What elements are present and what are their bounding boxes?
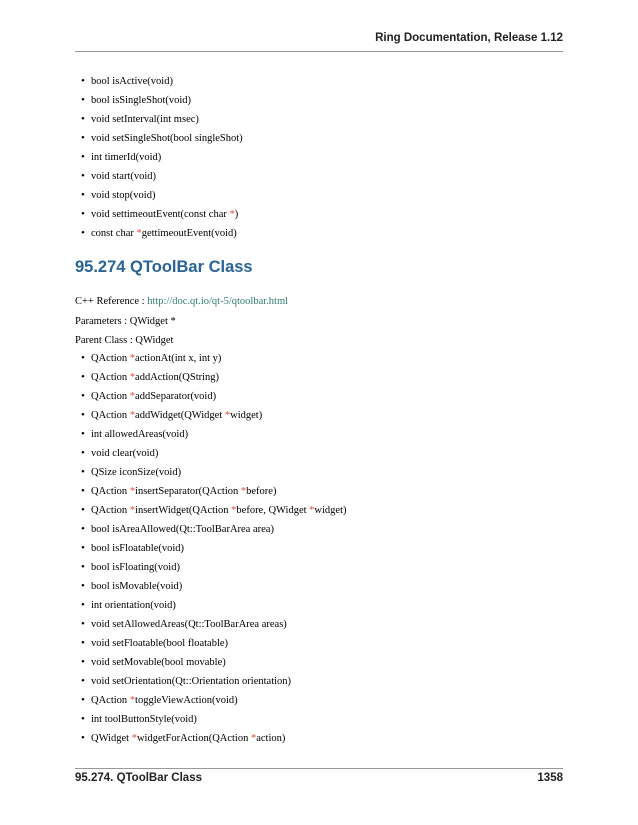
method-text: QAction [91, 486, 130, 497]
method-text: bool isAreaAllowed(Qt::ToolBarArea area) [91, 524, 274, 535]
method-text: bool isFloatable(void) [91, 543, 185, 554]
pointer-asterisk: * [129, 410, 136, 421]
method-text: widgetForAction(QAction [136, 733, 251, 744]
pointer-asterisk: * [231, 505, 237, 516]
list-item [91, 368, 347, 387]
pointer-asterisk: * [240, 486, 247, 497]
list-item [91, 406, 347, 425]
pointer-asterisk: * [250, 733, 257, 744]
method-text: void stop(void) [91, 190, 156, 201]
list-item [91, 186, 243, 205]
page-footer [75, 772, 563, 788]
method-text: void setOrientation(Qt::Orientation orientation) [91, 676, 292, 687]
method-text: addSeparator(void) [135, 391, 217, 402]
list-item [91, 167, 243, 186]
page-number: 1358 [537, 772, 563, 784]
method-text: widget) [230, 410, 263, 421]
method-text: void start(void) [91, 171, 157, 182]
method-text: int orientation(void) [91, 600, 176, 611]
list-item [91, 634, 347, 653]
parent-class-line: Parent Class : QWidget [75, 335, 174, 346]
method-text: const char [91, 228, 137, 239]
pointer-asterisk: * [129, 505, 136, 516]
method-text: QWidget [91, 733, 132, 744]
method-text: addAction(QString) [135, 372, 220, 383]
method-text: insertSeparator(QAction [135, 486, 241, 497]
list-item [91, 148, 243, 167]
header-rule [75, 51, 563, 52]
qtoolbar-method-list [91, 349, 347, 748]
pointer-asterisk: * [129, 695, 136, 706]
pointer-asterisk: * [131, 733, 137, 744]
list-item [91, 558, 347, 577]
method-text: bool isFloating(void) [91, 562, 180, 573]
method-text: addWidget(QWidget [135, 410, 225, 421]
method-text: before, QWidget [236, 505, 310, 516]
section-heading: 95.274 QToolBar Class [75, 258, 253, 276]
method-text: void setAllowedAreas(Qt::ToolBarArea areas) [91, 619, 287, 630]
list-item [91, 729, 347, 748]
list-item [91, 615, 347, 634]
cpp-reference-link[interactable]: http://doc.qt.io/qt-5/qtoolbar.html [147, 296, 289, 307]
footer-section: 95.274. QToolBar Class [75, 772, 202, 784]
method-text: bool isActive(void) [91, 76, 173, 87]
pointer-asterisk: * [224, 410, 231, 421]
pointer-asterisk: * [136, 228, 142, 239]
method-text: void setSingleShot(bool singleShot) [91, 133, 243, 144]
method-text: gettimeoutEvent(void) [141, 228, 237, 239]
method-text: void settimeoutEvent(const char [91, 209, 230, 220]
method-text: actionAt(int x, int y) [135, 353, 222, 364]
cpp-reference [75, 294, 288, 310]
list-item [91, 463, 347, 482]
method-text: toggleViewAction(void) [135, 695, 238, 706]
page-header: Ring Documentation, Release 1.12 [375, 32, 563, 44]
method-text: before) [246, 486, 277, 497]
list-item [91, 482, 347, 501]
method-text: QAction [91, 391, 130, 402]
list-item [91, 129, 243, 148]
parameters-line: Parameters : QWidget * [75, 316, 176, 327]
list-item [91, 672, 347, 691]
method-text: void setMovable(bool movable) [91, 657, 226, 668]
method-text: int allowedAreas(void) [91, 429, 189, 440]
pointer-asterisk: * [129, 391, 136, 402]
list-item [91, 520, 347, 539]
method-text: QAction [91, 353, 130, 364]
pointer-asterisk: * [229, 209, 235, 220]
list-item [91, 577, 347, 596]
method-text: int timerId(void) [91, 152, 162, 163]
method-text: insertWidget(QAction [135, 505, 232, 516]
method-text: int toolButtonStyle(void) [91, 714, 197, 725]
method-text: widget) [314, 505, 347, 516]
method-text: void setFloatable(bool floatable) [91, 638, 229, 649]
footer-rule [75, 768, 563, 769]
list-item [91, 110, 243, 129]
pointer-asterisk: * [129, 372, 136, 383]
method-text: action) [256, 733, 286, 744]
list-item [91, 653, 347, 672]
method-text: QAction [91, 410, 130, 421]
list-item [91, 72, 243, 91]
cpp-reference-label: C++ Reference : [75, 296, 148, 307]
method-text: void setInterval(int msec) [91, 114, 199, 125]
list-item [91, 539, 347, 558]
method-text: ) [234, 209, 239, 220]
list-item [91, 91, 243, 110]
method-text: bool isSingleShot(void) [91, 95, 192, 106]
list-item [91, 596, 347, 615]
list-item [91, 691, 347, 710]
method-text: void clear(void) [91, 448, 159, 459]
timer-method-list [91, 72, 243, 243]
pointer-asterisk: * [129, 353, 136, 364]
list-item [91, 387, 347, 406]
method-text: bool isMovable(void) [91, 581, 183, 592]
pointer-asterisk: * [309, 505, 315, 516]
method-text: QAction [91, 695, 130, 706]
list-item [91, 710, 347, 729]
pointer-asterisk: * [129, 486, 136, 497]
list-item [91, 425, 347, 444]
method-text: QAction [91, 505, 130, 516]
list-item [91, 224, 243, 243]
method-text: QSize iconSize(void) [91, 467, 182, 478]
list-item [91, 205, 243, 224]
method-text: QAction [91, 372, 130, 383]
list-item [91, 501, 347, 520]
list-item [91, 349, 347, 368]
list-item [91, 444, 347, 463]
